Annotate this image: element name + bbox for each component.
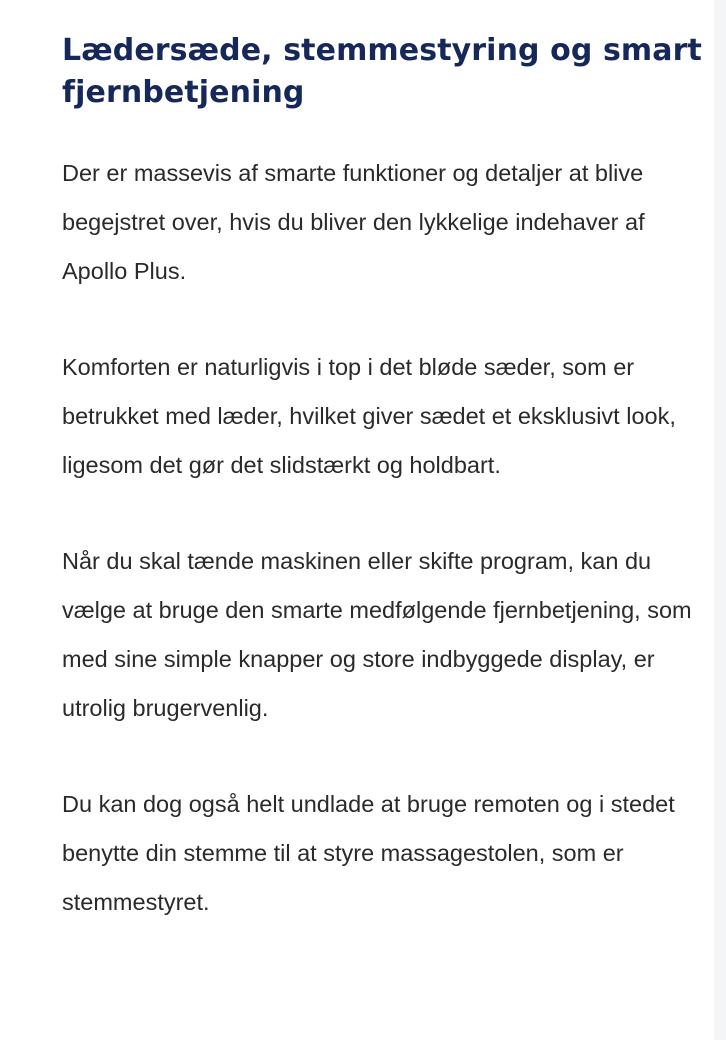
section-heading: Lædersæde, stemmestyring og smart fjernbetjening (62, 33, 702, 110)
page-edge-strip (714, 0, 726, 1040)
paragraph-features: Der er massevis af smarte funktioner og detaljer at blive begejstret over, hvis du bliver den lykkelige indehaver af Apollo Plus. (62, 160, 645, 284)
paragraph-remote-control: Når du skal tænde maskinen eller skifte program, kan du vælge at bruge den smarte medfølgende fjernbetjening, som med sine simple knapper og store indbyggede display, er utrolig brugervenlig. (62, 548, 692, 721)
paragraph-voice-control: Du kan dog også helt undlade at bruge remoten og i stedet benytte din stemme til at styre massagestolen, som er stemmestyret. (62, 791, 675, 915)
article-section (62, 30, 702, 927)
paragraph-comfort: Komforten er naturligvis i top i det bløde sæder, som er betrukket med læder, hvilket giver sædet et eksklusivt look, ligesom det gør det slidstærkt og holdbart. (62, 354, 676, 478)
